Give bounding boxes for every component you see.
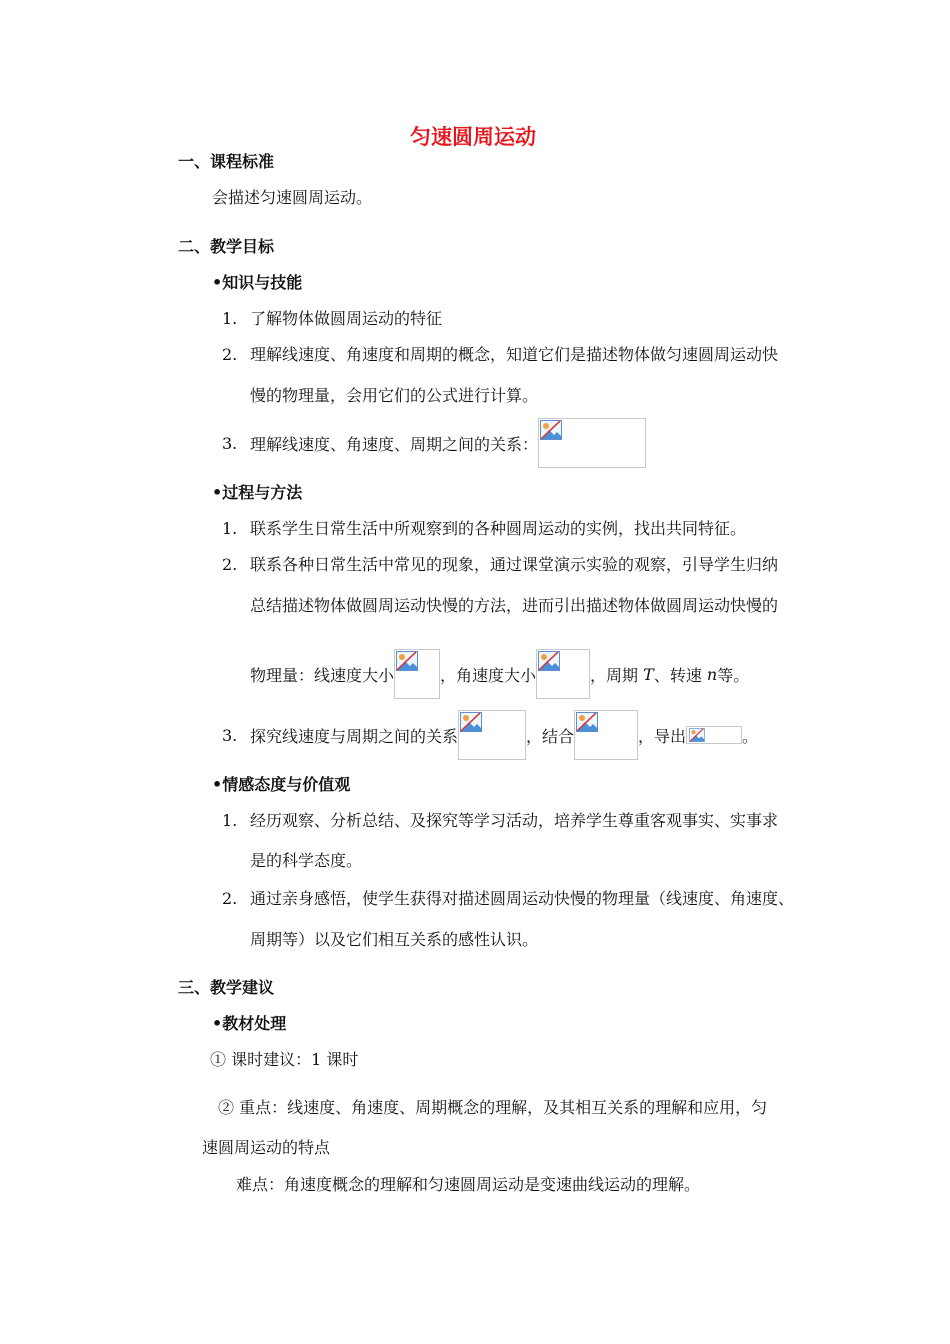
- section-heading-curriculum: 一、课程标准: [178, 152, 275, 171]
- broken-image-icon: [396, 651, 418, 671]
- text-segment: 等。: [717, 665, 750, 685]
- broken-image-icon: [576, 712, 598, 732]
- subheading-material: •教材处理: [212, 1014, 287, 1033]
- list-number: 2.: [222, 555, 238, 574]
- text-segment: 、转速: [653, 665, 702, 685]
- broken-image-icon: [688, 728, 706, 742]
- text-segment: 物理量：线速度大小: [250, 665, 395, 685]
- formula-image-placeholder: [574, 710, 638, 760]
- paragraph-key-points: ② 重点：线速度、角速度、周期概念的理解，及其相互关系的理解和应用，匀: [218, 1098, 768, 1117]
- section-heading-suggestions: 三、教学建议: [178, 978, 275, 997]
- list-item-continuation: [250, 649, 749, 699]
- broken-image-icon: [460, 712, 482, 732]
- list-number: 3.: [222, 434, 238, 453]
- list-number: 2.: [222, 889, 238, 908]
- list-item: [250, 418, 646, 468]
- page-title: 匀速圆周运动: [410, 125, 536, 149]
- formula-image-placeholder: [394, 649, 440, 699]
- text-segment: ，导出: [638, 726, 687, 746]
- list-number: 2.: [222, 345, 238, 364]
- broken-image-icon: [538, 651, 560, 671]
- formula-image-placeholder: [536, 649, 590, 699]
- list-item: 通过亲身感悟，使学生获得对描述圆周运动快慢的物理量（线速度、角速度、: [250, 889, 795, 908]
- list-number: 3.: [222, 726, 238, 745]
- subheading-attitude: •情感态度与价值观: [212, 775, 351, 794]
- formula-image-placeholder: [686, 726, 742, 744]
- broken-image-icon: [540, 420, 562, 440]
- paragraph-difficulties: 难点：角速度概念的理解和匀速圆周运动是变速曲线运动的理解。: [236, 1175, 701, 1194]
- text-segment: 探究线速度与周期之间的关系: [250, 726, 459, 746]
- section-heading-objectives: 二、教学目标: [178, 237, 275, 256]
- curriculum-text: 会描述匀速圆周运动。: [212, 188, 373, 207]
- text-segment: ，周期: [590, 665, 639, 685]
- paragraph-class-hours: ① 课时建议：1 课时: [210, 1050, 359, 1069]
- list-number: 1.: [222, 309, 238, 328]
- subheading-process: •过程与方法: [212, 483, 303, 502]
- variable-T: T: [643, 664, 654, 684]
- list-item: 了解物体做圆周运动的特征: [250, 309, 443, 328]
- list-item-text: 理解线速度、角速度、周期之间的关系：: [250, 434, 539, 454]
- list-item-continuation: 是的科学态度。: [250, 851, 363, 870]
- list-number: 1.: [222, 811, 238, 830]
- formula-image-placeholder: [458, 710, 526, 760]
- list-item: 联系学生日常生活中所观察到的各种圆周运动的实例，找出共同特征。: [250, 519, 747, 538]
- paragraph-key-points-continuation: 速圆周运动的特点: [202, 1138, 331, 1157]
- text-segment: ，结合: [526, 726, 575, 746]
- list-number: 1.: [222, 519, 238, 538]
- list-item-continuation: 总结描述物体做圆周运动快慢的方法，进而引出描述物体做圆周运动快慢的: [250, 596, 779, 615]
- formula-image-placeholder: [538, 418, 646, 468]
- subheading-knowledge: •知识与技能: [212, 273, 303, 292]
- list-item: 经历观察、分析总结、及探究等学习活动，培养学生尊重客观事实、实事求: [250, 811, 779, 830]
- list-item: [250, 710, 758, 760]
- text-segment: 。: [742, 726, 759, 746]
- list-item-continuation: 慢的物理量，会用它们的公式进行计算。: [250, 386, 539, 405]
- list-item-continuation: 周期等）以及它们相互关系的感性认识。: [250, 930, 539, 949]
- list-item: 联系各种日常生活中常见的现象，通过课堂演示实验的观察，引导学生归纳: [250, 555, 779, 574]
- list-item: 理解线速度、角速度和周期的概念，知道它们是描述物体做匀速圆周运动快: [250, 345, 779, 364]
- variable-n: n: [706, 664, 718, 684]
- text-segment: ，角速度大小: [440, 665, 537, 685]
